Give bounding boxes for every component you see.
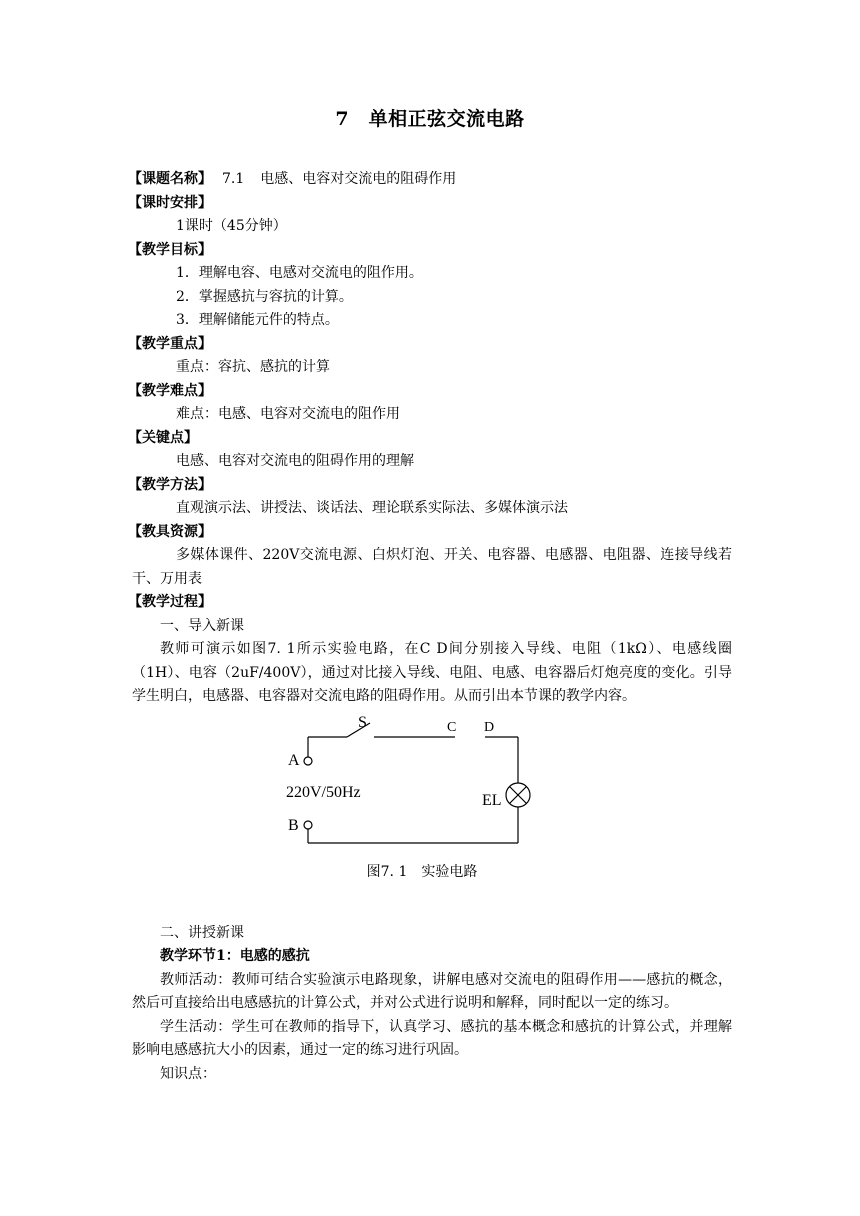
goal-item: 2．掌握感抗与容抗的计算。	[176, 288, 353, 305]
terminal-b-icon	[304, 821, 312, 829]
section1-title: 教学环节1：电感的感抗	[160, 948, 310, 964]
key-text: 电感、电容对交流电的阻碍作用的理解	[176, 453, 414, 469]
difficulty-label: 【教学难点】	[128, 382, 212, 399]
lesson-name-label: 【课题名称】	[128, 171, 212, 187]
circuit-figure	[132, 709, 732, 899]
knowledge-label: 知识点：	[160, 1065, 216, 1082]
intro-heading: 一、导入新课	[160, 617, 244, 634]
time-label: 【课时安排】	[128, 194, 212, 211]
goals-label: 【教学目标】	[128, 241, 212, 258]
terminal-a-icon	[304, 757, 312, 765]
page-title: 7 单相正弦交流电路	[335, 108, 525, 130]
method-label: 【教学方法】	[128, 476, 212, 493]
figure-caption: 图7. 1 实验电路	[366, 863, 478, 880]
label-s: S	[358, 713, 367, 731]
label-b: B	[288, 816, 299, 834]
time-text: 1课时（45分钟）	[176, 218, 287, 234]
lesson-name-text: 电感、电容对交流电的阻碍作用	[260, 171, 457, 187]
label-source: 220V/50Hz	[286, 783, 361, 801]
focus-label: 【教学重点】	[128, 335, 212, 352]
intro-paragraph: 教师可演示如图7. 1所示实验电路，在C D间分别接入导线、电阻（1kΩ）、电感线圈（1H）、电容（2uF/400V），通过对比接入导线、电阻、电感、电容器后灯炮亮度的变化。引导学生明白，电感器、电容器对交流电路的阻碍作用。从而引出本节课的教学内容。	[132, 641, 732, 704]
key-label: 【关键点】	[128, 429, 198, 446]
label-d: D	[484, 719, 495, 735]
difficulty-text: 难点：电感、电容对交流电的阻作用	[176, 406, 400, 422]
lesson-name-row	[128, 168, 732, 192]
label-c: C	[447, 719, 457, 735]
label-a: A	[288, 751, 300, 769]
goal-item: 3．理解储能元件的特点。	[176, 312, 339, 328]
circuit-diagram	[132, 709, 732, 875]
student-activity-paragraph: 学生活动：学生可在教师的指导下，认真学习、感抗的基本概念和感抗的计算公式，并理解影响电感感抗大小的因素，通过一定的练习进行巩固。	[132, 1018, 732, 1058]
lesson-name-number: 7.1	[222, 171, 245, 187]
teacher-activity-paragraph: 教师活动：教师可结合实验演示电路现象，讲解电感对交流电的阻碍作用——感抗的概念，然后可直接给出电感感抗的计算公式，并对公式进行说明和解释，同时配以一定的练习。	[132, 971, 732, 1011]
process-label: 【教学过程】	[128, 594, 212, 610]
resource-text: 多媒体课件、220V交流电源、白炽灯泡、开关、电容器、电感器、电阻器、连接导线若干、万用表	[132, 547, 732, 587]
focus-text: 重点：容抗、感抗的计算	[176, 359, 330, 375]
method-text: 直观演示法、讲授法、谈话法、理论联系实际法、多媒体演示法	[176, 500, 568, 516]
teaching-heading: 二、讲授新课	[160, 924, 244, 941]
label-el: EL	[482, 791, 502, 809]
goal-item: 1．理解电容、电感对交流电的阻作用。	[176, 265, 423, 281]
resource-label: 【教具资源】	[128, 523, 212, 540]
lesson-content	[128, 168, 732, 1086]
